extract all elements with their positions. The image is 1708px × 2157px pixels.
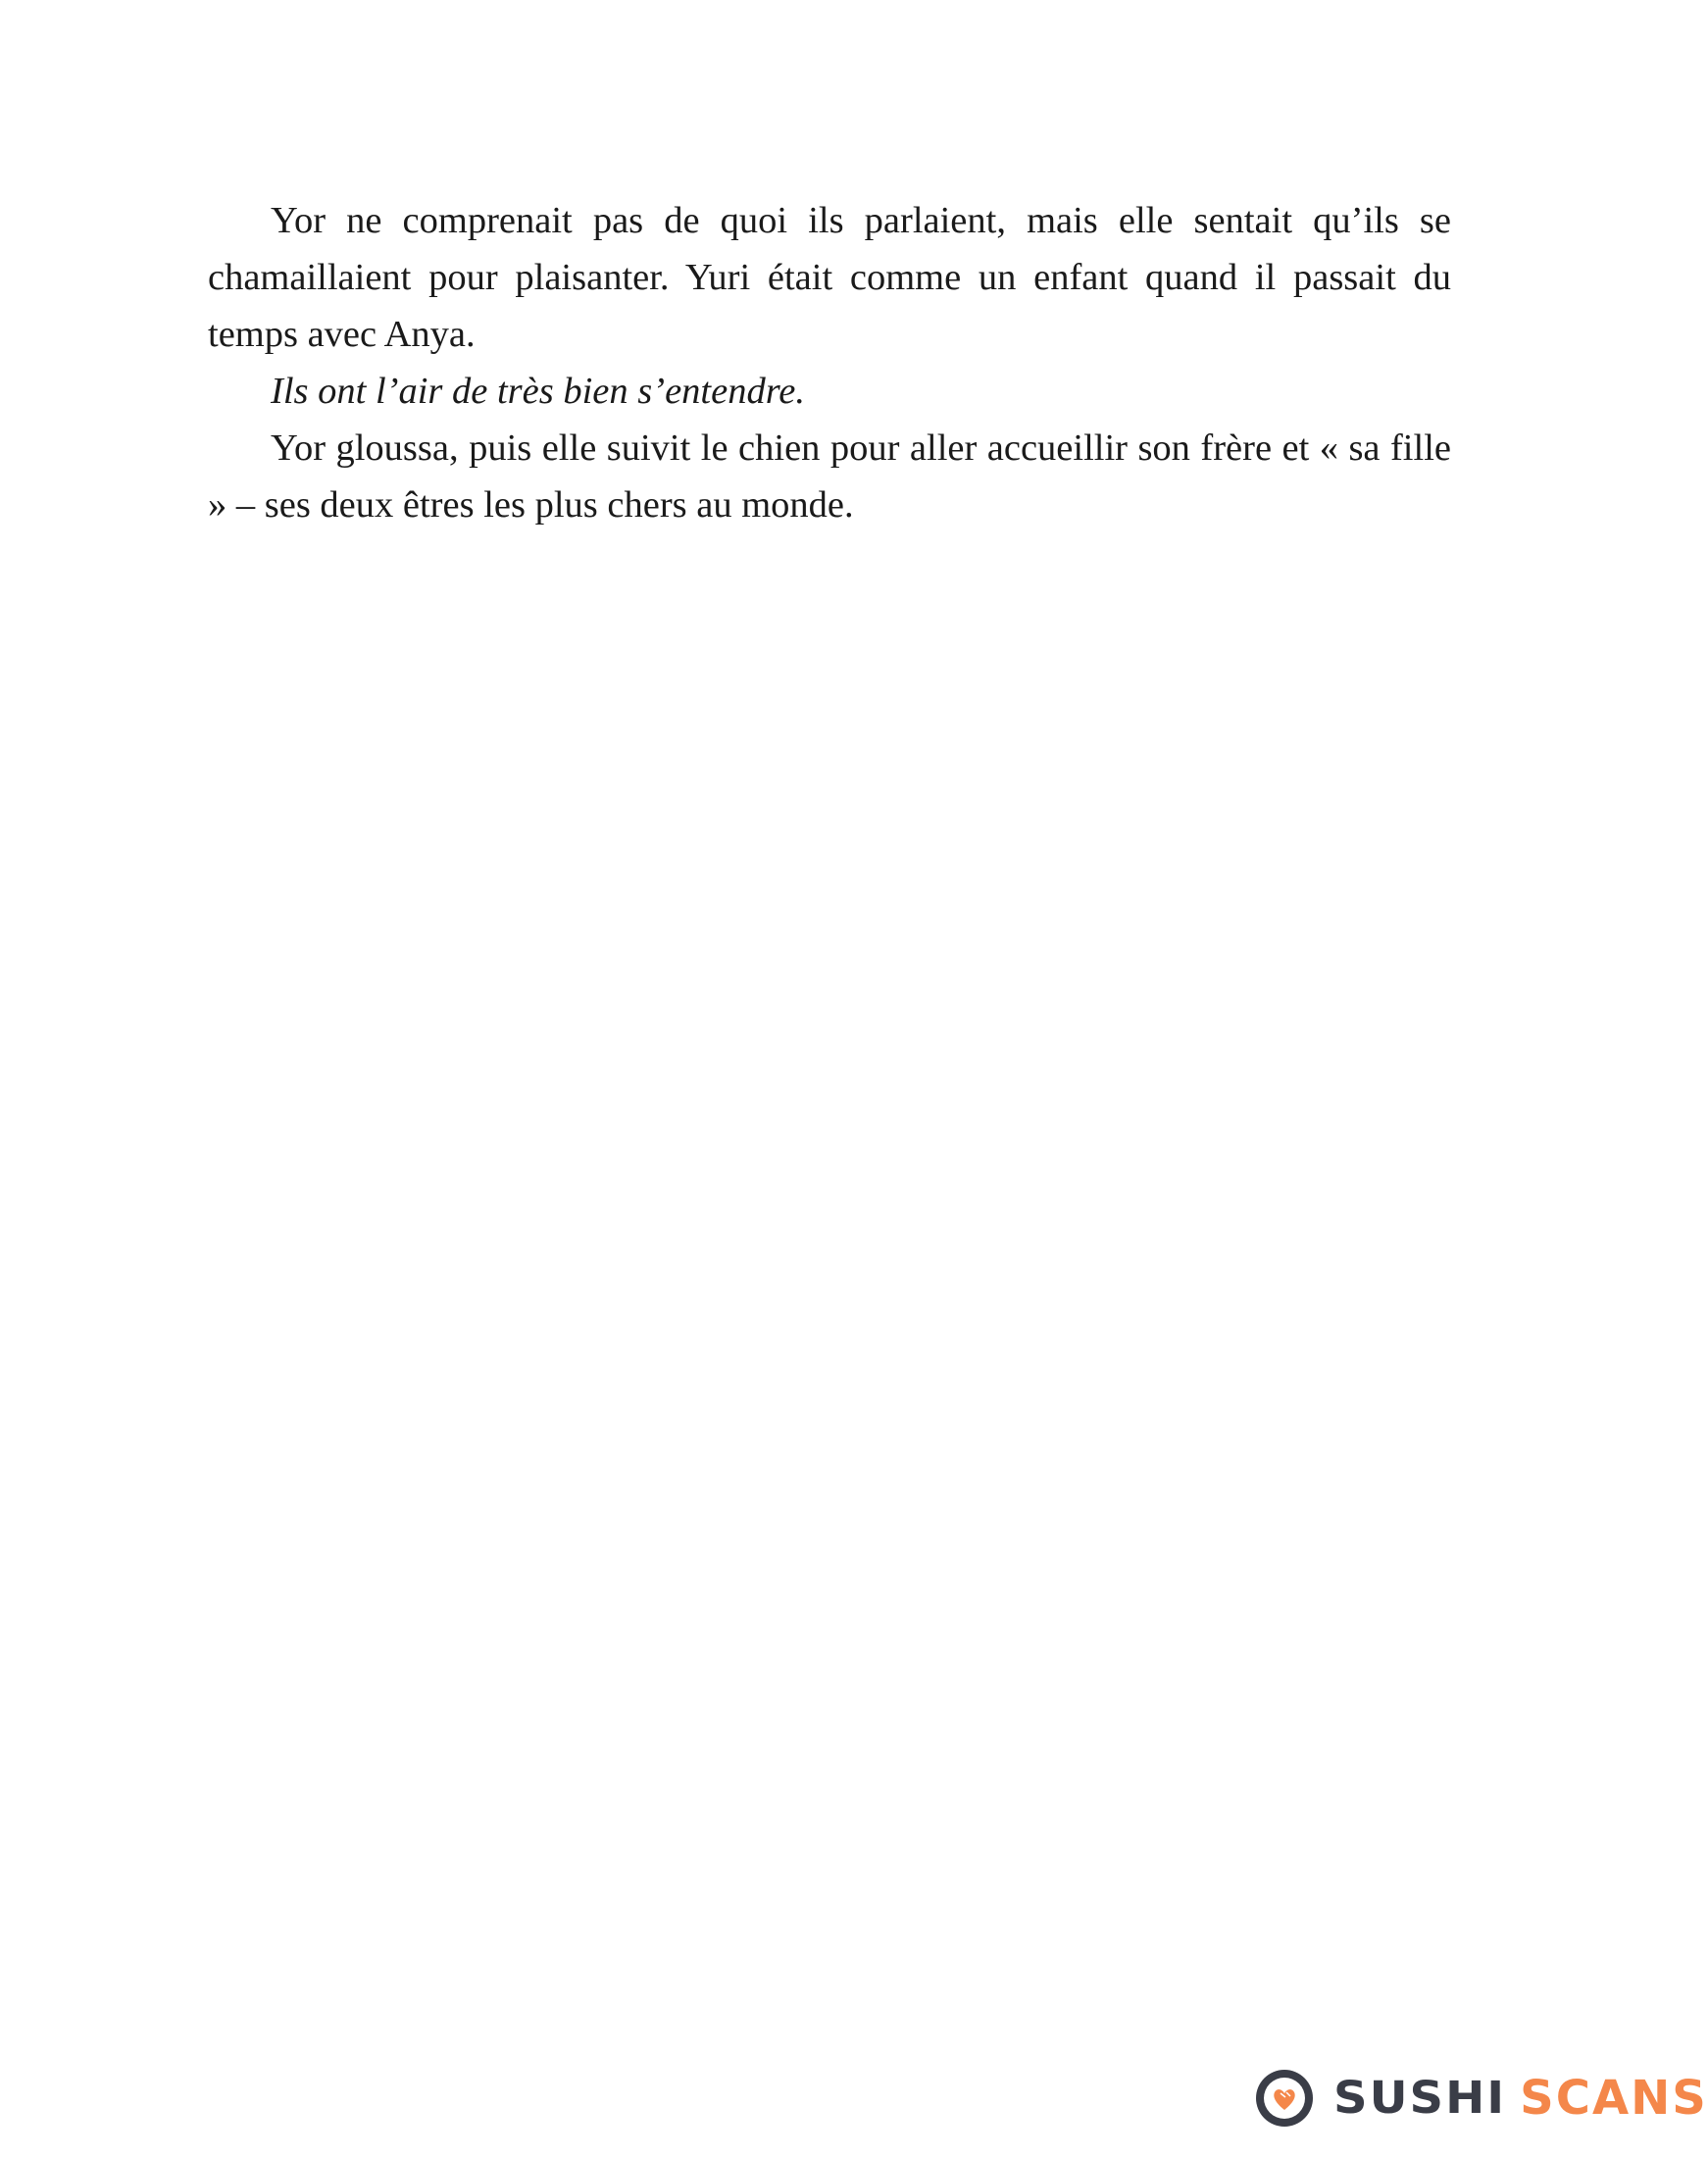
sushi-scans-logo xyxy=(1253,2067,1708,2130)
paragraph-1: Yor ne comprenait pas de quoi ils parlaient, mais elle sentait qu’ils se chamaillaient pour plaisanter. Yuri était comme un enfant quand il passait du temps avec Anya. xyxy=(208,200,1451,355)
paragraph-3: Yor gloussa, puis elle suivit le chien pour aller accueillir son frère et « sa fille » – ses deux êtres les plus chers au monde. xyxy=(208,427,1451,526)
body-text xyxy=(208,192,1451,533)
sushi-heart-icon xyxy=(1253,2067,1316,2130)
paragraph-2-italic-thought: Ils ont l’air de très bien s’entendre. xyxy=(271,371,805,412)
logo-word-scans: SCANS xyxy=(1520,2071,1708,2126)
logo-word-sushi: SUSHI xyxy=(1333,2072,1507,2125)
